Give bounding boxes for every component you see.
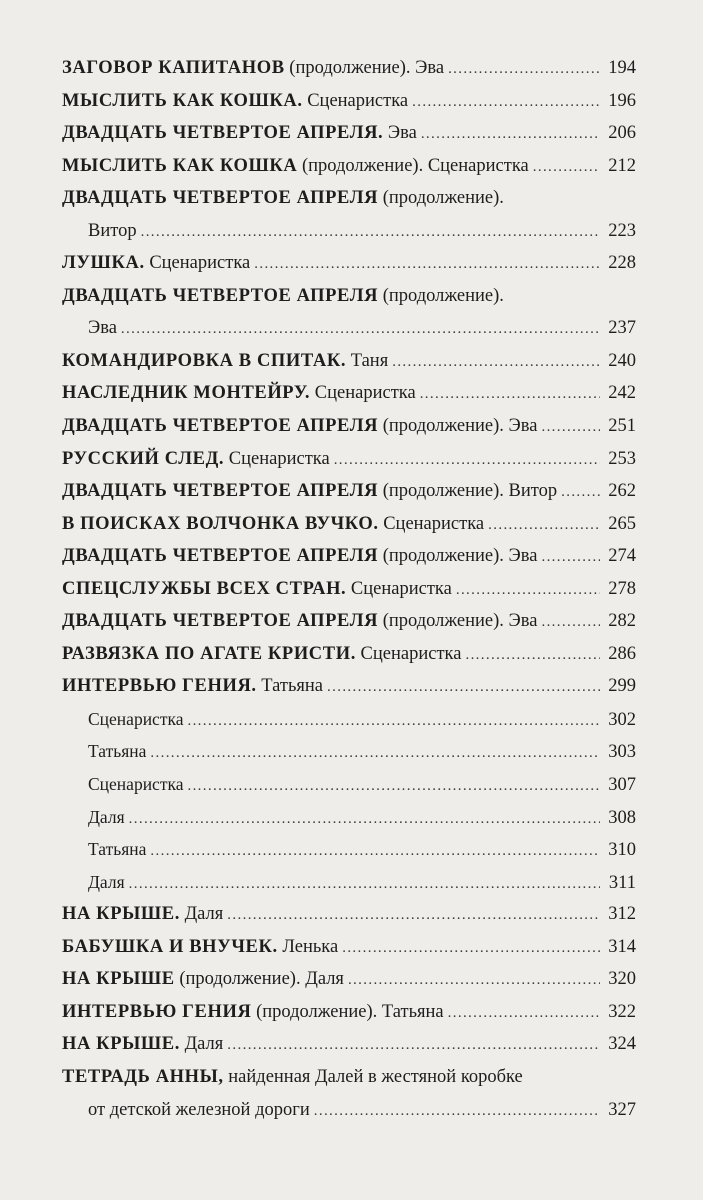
- table-of-contents: [62, 52, 636, 1126]
- toc-entry-title: КОМАНДИРОВКА В СПИТАК.: [62, 350, 347, 371]
- dot-leader: [541, 541, 600, 574]
- dot-leader: [334, 444, 600, 477]
- page-number: 282: [608, 611, 636, 632]
- dot-leader: [187, 770, 600, 803]
- toc-entry-text: [62, 117, 417, 150]
- toc-entry-title: ИНТЕРВЬЮ ГЕНИЯ: [62, 1001, 252, 1022]
- page-number: 228: [608, 253, 636, 274]
- page-number: 206: [608, 123, 636, 144]
- toc-entry-text: [88, 866, 125, 900]
- toc-entry-text: [62, 85, 408, 118]
- toc-entry-text: [88, 801, 125, 835]
- toc-entry-text: [62, 150, 529, 183]
- toc-entry-text: [88, 735, 146, 769]
- dot-leader: [254, 248, 600, 281]
- page-number: 314: [608, 936, 636, 957]
- page-number: 303: [608, 742, 636, 763]
- dot-leader: [456, 574, 600, 607]
- toc-subentry-title: Сценаристка: [88, 708, 184, 729]
- toc-subentry: [62, 801, 636, 834]
- toc-entry-subtitle: (продолжение).: [378, 188, 504, 209]
- page-number: 251: [608, 416, 636, 437]
- page-number: 327: [608, 1099, 636, 1120]
- toc-entry-title: СПЕЦСЛУЖБЫ ВСЕХ СТРАН.: [62, 578, 347, 599]
- toc-entry-title: В ПОИСКАХ ВОЛЧОНКА ВУЧКО.: [62, 513, 379, 534]
- toc-entry-title: ИНТЕРВЬЮ ГЕНИЯ.: [62, 676, 257, 697]
- dot-leader: [342, 932, 600, 965]
- page-number: 324: [608, 1034, 636, 1055]
- toc-entry-text: [62, 931, 338, 964]
- toc-entry-text: [62, 508, 484, 541]
- toc-subentry: [62, 768, 636, 801]
- toc-entry-subtitle: Даля: [179, 1034, 224, 1055]
- toc-subentry: [62, 703, 636, 736]
- toc-entry-subtitle: Даля: [179, 904, 224, 925]
- toc-entry-title: РУССКИЙ СЛЕД.: [62, 448, 225, 469]
- page-number: 240: [608, 350, 636, 371]
- toc-entry-title: РАЗВЯЗКА ПО АГАТЕ КРИСТИ.: [62, 643, 356, 664]
- toc-entry-text: [62, 345, 388, 378]
- toc-entry-subtitle: найденная Далей в жестяной коробке: [223, 1066, 523, 1087]
- toc-entry-continuation: Эва: [88, 318, 117, 339]
- dot-leader: [541, 411, 600, 444]
- toc-entry-title: МЫСЛИТЬ КАК КОШКА: [62, 155, 298, 176]
- dot-leader: [150, 835, 600, 868]
- toc-entry: [62, 898, 636, 931]
- toc-entry: [62, 996, 636, 1029]
- toc-entry-subtitle: Сценаристка: [378, 513, 485, 534]
- toc-subentry-title: Даля: [88, 871, 125, 892]
- toc-entry-title-line: [62, 182, 636, 215]
- toc-entry: [62, 605, 636, 638]
- toc-entry-subtitle: Сценаристка: [310, 383, 416, 404]
- dot-leader: [314, 1095, 600, 1128]
- dot-leader: [227, 1029, 600, 1062]
- toc-entry-text: [62, 443, 330, 476]
- toc-subentry: [62, 833, 636, 866]
- toc-entry-subtitle: (продолжение). Даля: [174, 969, 344, 990]
- toc-entry-subtitle: Сценаристка: [224, 448, 330, 469]
- page-number: 194: [608, 58, 636, 78]
- toc-entry-text: [62, 377, 416, 410]
- toc-entry-title: ЗАГОВОР КАПИТАНОВ: [62, 58, 285, 78]
- toc-entry-subtitle: Татьяна: [256, 676, 324, 697]
- toc-entry-subtitle: (продолжение). Татьяна: [251, 1001, 444, 1022]
- toc-entry: [62, 117, 636, 150]
- toc-entry: [62, 638, 636, 671]
- toc-entry-text: [62, 247, 250, 280]
- dot-leader: [412, 86, 600, 119]
- page-number: 312: [608, 904, 636, 925]
- toc-subentry: [62, 735, 636, 768]
- page-number: 196: [608, 90, 636, 111]
- dot-leader: [150, 737, 600, 770]
- toc-entry-subtitle: (продолжение). Эва: [378, 416, 538, 437]
- toc-entry-text: [62, 605, 537, 638]
- toc-entry-continuation: от детской железной дороги: [88, 1099, 310, 1120]
- toc-entry-text: [88, 833, 146, 867]
- dot-leader: [488, 509, 600, 542]
- toc-subentry-title: Татьяна: [88, 741, 147, 762]
- page-number: 299: [608, 676, 636, 697]
- page-number: 253: [608, 448, 636, 469]
- page-number: 322: [608, 1001, 636, 1022]
- toc-entry-subtitle: Сценаристка: [302, 90, 409, 111]
- toc-entry-text: [62, 475, 557, 508]
- toc-entry: [62, 670, 636, 703]
- toc-entry-subtitle: Таня: [346, 350, 389, 371]
- toc-entry-title: ДВАДЦАТЬ ЧЕТВЕРТОЕ АПРЕЛЯ.: [62, 123, 384, 144]
- toc-entry-title-line: [62, 280, 636, 313]
- toc-entry-subtitle: Сценаристка: [355, 643, 462, 664]
- dot-leader: [392, 346, 600, 379]
- toc-entry: [62, 280, 636, 345]
- toc-entry: [62, 931, 636, 964]
- page-number: 302: [608, 709, 636, 730]
- page-number: 262: [608, 481, 636, 502]
- toc-entry: [62, 573, 636, 606]
- toc-entry-subtitle: (продолжение). Сценаристка: [297, 155, 529, 176]
- toc-entry-title: НА КРЫШЕ: [62, 969, 175, 990]
- toc-entry: [62, 475, 636, 508]
- dot-leader: [465, 639, 600, 672]
- dot-leader: [141, 216, 600, 249]
- toc-entry-subtitle: (продолжение). Витор: [378, 481, 558, 502]
- toc-entry-title: ДВАДЦАТЬ ЧЕТВЕРТОЕ АПРЕЛЯ: [62, 188, 379, 209]
- toc-entry-title: ТЕТРАДЬ АННЫ,: [62, 1066, 224, 1087]
- toc-entry: [62, 345, 636, 378]
- dot-leader: [448, 997, 600, 1030]
- toc-entry-title: НА КРЫШЕ.: [62, 1034, 180, 1055]
- toc-entry: [62, 377, 636, 410]
- toc-entry-title: НА КРЫШЕ.: [62, 904, 180, 925]
- toc-subentry: [62, 866, 636, 899]
- toc-entry: [62, 182, 636, 247]
- toc-entry-text: [62, 670, 323, 703]
- dot-leader: [541, 606, 600, 639]
- page-number: 308: [608, 807, 636, 828]
- toc-entry: [62, 52, 636, 85]
- dot-leader: [187, 705, 600, 738]
- page-number: 311: [608, 872, 636, 893]
- dot-leader: [129, 868, 600, 901]
- toc-entry-title: ЛУШКА.: [62, 253, 145, 274]
- page-number: 212: [608, 155, 636, 176]
- toc-entry: [62, 85, 636, 118]
- toc-entry-title: ДВАДЦАТЬ ЧЕТВЕРТОЕ АПРЕЛЯ: [62, 416, 379, 437]
- toc-entry-subtitle: Сценаристка: [346, 578, 452, 599]
- page-number: 286: [608, 643, 636, 664]
- dot-leader: [121, 313, 600, 346]
- page-number: 265: [608, 513, 636, 534]
- toc-entry: [62, 963, 636, 996]
- page-number: 278: [608, 578, 636, 599]
- toc-entry-text: [62, 1028, 223, 1061]
- dot-leader: [348, 964, 600, 997]
- page-number: 320: [608, 969, 636, 990]
- toc-entry-subtitle: (продолжение).: [378, 285, 504, 306]
- toc-entry-subtitle: Эва: [383, 123, 417, 144]
- toc-entry-text: [62, 638, 461, 671]
- toc-entry-title: БАБУШКА И ВНУЧЕК.: [62, 936, 278, 957]
- toc-subentry-title: Сценаристка: [88, 774, 184, 795]
- toc-entry-text: [88, 703, 183, 737]
- toc-subentry-title: Даля: [88, 806, 125, 827]
- page-number: 274: [608, 546, 636, 567]
- toc-subentry-title: Татьяна: [88, 839, 147, 860]
- toc-entry-text: [62, 573, 452, 606]
- toc-entry-title-line: [62, 1061, 636, 1094]
- page-number: 223: [608, 220, 636, 241]
- toc-entry-text: [62, 996, 444, 1029]
- dot-leader: [561, 476, 600, 509]
- toc-entry-title: ДВАДЦАТЬ ЧЕТВЕРТОЕ АПРЕЛЯ: [62, 285, 379, 306]
- dot-leader: [227, 899, 600, 932]
- toc-entry-subtitle: (продолжение). Эва: [284, 58, 445, 78]
- page-number: 237: [608, 318, 636, 339]
- toc-entry-text: [62, 410, 537, 443]
- page-number: 242: [608, 383, 636, 404]
- toc-entry-text: [62, 963, 344, 996]
- toc-entry-title: ДВАДЦАТЬ ЧЕТВЕРТОЕ АПРЕЛЯ: [62, 481, 379, 502]
- dot-leader: [129, 803, 600, 836]
- dot-leader: [420, 378, 600, 411]
- toc-entry: [62, 1061, 636, 1126]
- toc-entry: [62, 1028, 636, 1061]
- toc-entry: [62, 508, 636, 541]
- toc-entry: [62, 443, 636, 476]
- toc-entry: [62, 150, 636, 183]
- toc-entry-title: ДВАДЦАТЬ ЧЕТВЕРТОЕ АПРЕЛЯ: [62, 546, 379, 567]
- toc-entry-text: [62, 540, 537, 573]
- toc-entry-subtitle: Ленька: [277, 936, 339, 957]
- toc-entry-text: [62, 898, 223, 931]
- page-number: 307: [608, 775, 636, 796]
- dot-leader: [448, 53, 600, 86]
- dot-leader: [327, 671, 600, 704]
- toc-entry-title: МЫСЛИТЬ КАК КОШКА.: [62, 90, 303, 111]
- toc-entry: [62, 410, 636, 443]
- toc-entry-text: [88, 768, 183, 802]
- toc-entry-subtitle: (продолжение). Эва: [378, 546, 538, 567]
- toc-entry: [62, 540, 636, 573]
- page-number: 310: [608, 840, 636, 861]
- toc-entry-subtitle: (продолжение). Эва: [378, 611, 538, 632]
- toc-entry: [62, 247, 636, 280]
- toc-entry-title: ДВАДЦАТЬ ЧЕТВЕРТОЕ АПРЕЛЯ: [62, 611, 379, 632]
- toc-entry-title: НАСЛЕДНИК МОНТЕЙРУ.: [62, 383, 311, 404]
- toc-entry-subtitle: Сценаристка: [144, 253, 251, 274]
- dot-leader: [533, 151, 600, 184]
- toc-entry-text: [62, 52, 444, 85]
- dot-leader: [421, 118, 600, 151]
- toc-entry-continuation: Витор: [88, 220, 137, 241]
